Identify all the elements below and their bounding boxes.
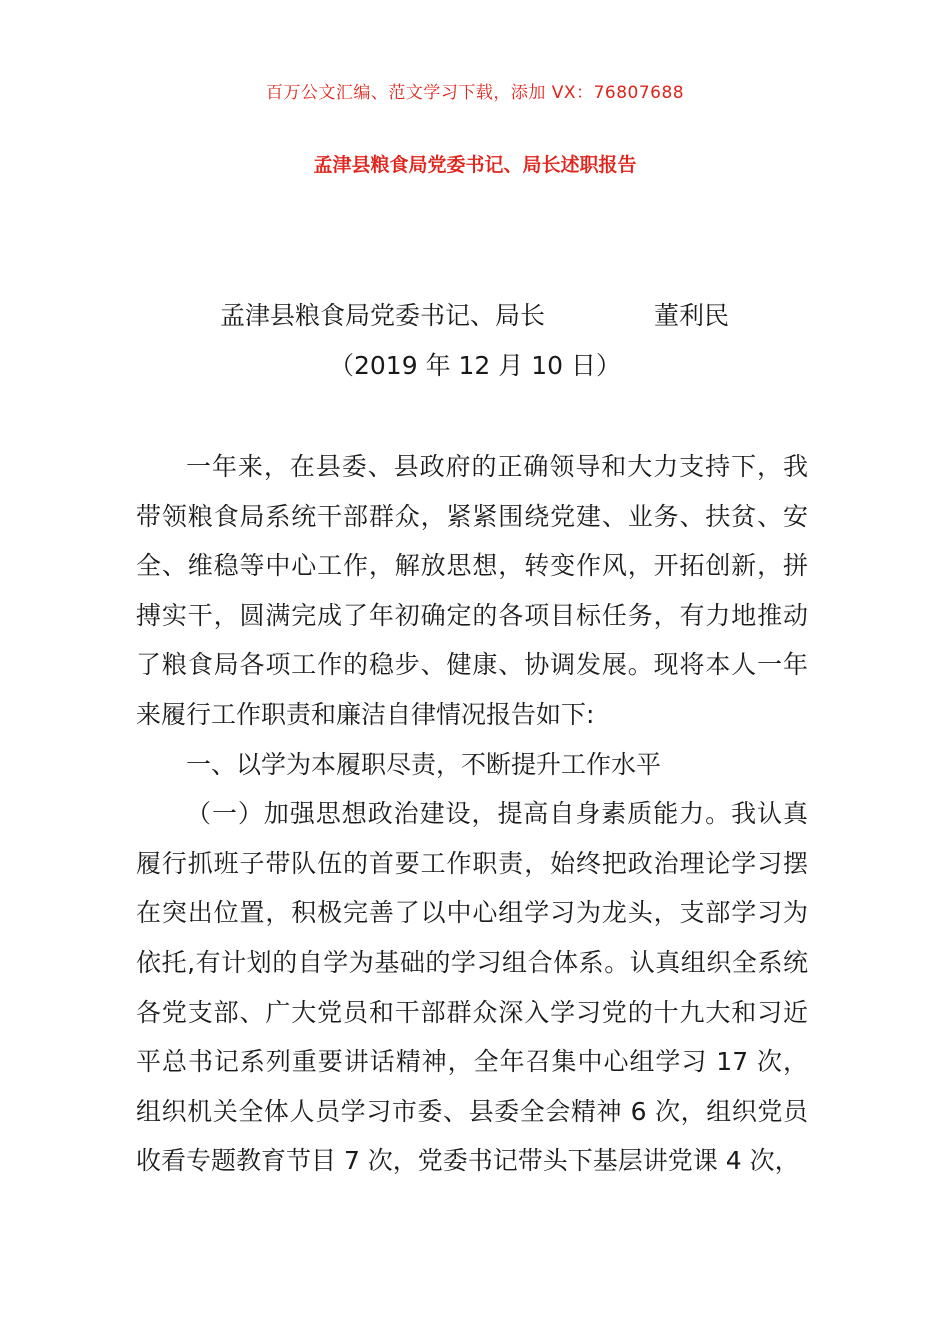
document-title: 孟津县粮食局党委书记、局长述职报告 [313, 154, 637, 176]
author-name: 董利民 [654, 301, 730, 330]
body-paragraph-1: 一年来，在县委、县政府的正确领导和大力支持下，我带领粮食局系统干部群众，紧紧围绕党建、业务、扶贫、安全、维稳等中心工作，解放思想，转变作风，开拓创新，拼搏实干，圆满完成了年初确定的各项目标任务，有力地推动了粮食局各项工作的稳步、健康、协调发展。现将本人一年来履行工作职责和廉洁自律情况报告如下: [136, 452, 808, 729]
body-paragraph-2: （一）加强思想政治建设，提高自身素质能力。我认真履行抓班子带队伍的首要工作职责，始终把政治理论学习摆在突出位置，积极完善了以中心组学习为龙头，支部学习为依托,有计划的自学为基础的学习组合体系。认真组织全系统各党支部、广大党员和干部群众深入学习党的十九大和习近平总书记系列重要讲话精神，全年召集中心组学习 17 次，组织机关全体人员学习市委、县委全会精神 6 次，组织党员收看专题教育节目 7 次，党委书记带头下基层讲党课 4 次， [136, 799, 808, 1176]
report-date: （2019 年 12 月 10 日） [329, 351, 621, 380]
watermark-banner: 百万公文汇编、范文学习下载，添加 VX：76807688 [265, 83, 685, 103]
author-position: 孟津县粮食局党委书记、局长 [220, 301, 546, 330]
author-line [220, 296, 780, 332]
section-heading-1: 一、以学为本履职尽责，不断提升工作水平 [186, 749, 662, 779]
document-body [136, 442, 808, 1186]
